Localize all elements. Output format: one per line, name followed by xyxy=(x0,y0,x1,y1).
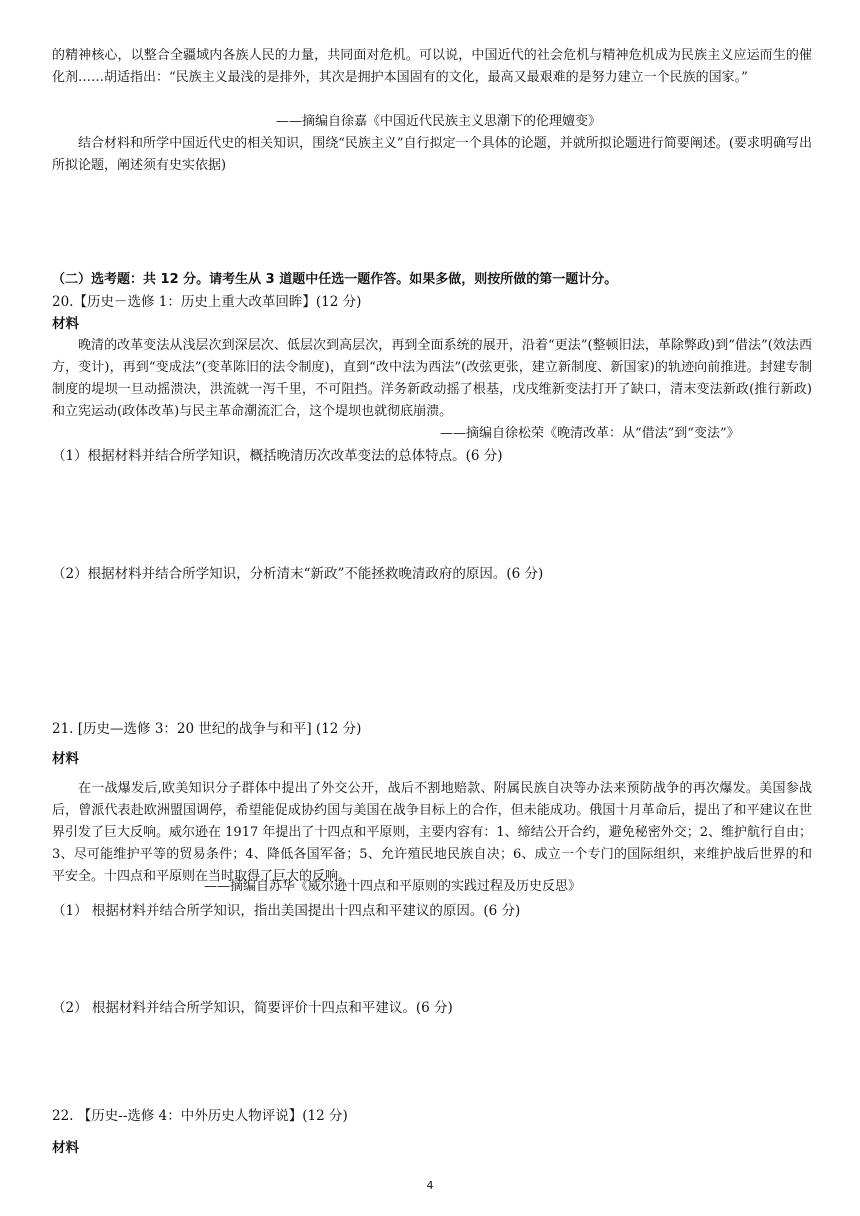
q20-material-label: 材料 xyxy=(52,316,79,332)
q21-title: 21. [历史—选修 3：20 世纪的战争与和平] (12 分) xyxy=(52,721,362,737)
q20-question-2: （2）根据材料并结合所学知识，分析清末“新政”不能拯救晚清政府的原因。(6 分) xyxy=(52,566,544,582)
q21-source: ——摘编自苏华《威尔逊十四点和平原则的实践过程及历史反思》 xyxy=(204,879,582,894)
q20-source: ——摘编自徐松荣《晚清改革：从“借法”到“变法”》 xyxy=(440,426,740,441)
q21-question-2: （2） 根据材料并结合所学知识，简要评价十四点和平建议。(6 分) xyxy=(52,1000,453,1016)
page-number: 4 xyxy=(426,1179,434,1192)
q19-material-continuation: 的精神核心，以整合全疆域内各族人民的力量，共同面对危机。可以说，中国近代的社会危机与精神危机成为民族主义应运而生的催化剂……胡适指出：“民族主义最浅的是排外，其次是拥护本国固有的文化，最高又最艰难的是努力建立一个民族的国家。” xyxy=(52,48,812,85)
q22-material-label: 材料 xyxy=(52,1140,79,1156)
section2-heading: （二）选考题：共 12 分。请考生从 3 道题中任选一题作答。如果多做，则按所做的第一题计分。 xyxy=(52,272,618,287)
q20-question-1: （1）根据材料并结合所学知识，概括晚清历次改革变法的总体特点。(6 分) xyxy=(52,448,503,464)
q20-title: 20.【历史－选修 1：历史上重大改革回眸】(12 分) xyxy=(52,294,362,310)
q20-material: 晚清的改革变法从浅层次到深层次、低层次到高层次，再到全面系统的展开，沿着“更法”(整顿旧法，革除弊政)到“借法”(效法西方，变计)，再到“变成法”(变革陈旧的法令制度)，直到“改中法为西法”(改弦更张，建立新制度、新国家)的轨迹向前推进。封建专制制度的堤坝一旦动摇溃决，洪流就一泻千里，不可阻挡。洋务新政动摇了根基，戊戌维新变法打开了缺口，清末变法新政(推行新政)和立宪运动(政体改革)与民主革命潮流汇合，这个堤坝也就彻底崩溃。 xyxy=(52,338,812,419)
q19-prompt: 结合材料和所学中国近代史的相关知识，围绕“民族主义”自行拟定一个具体的论题，并就所拟论题进行简要阐述。(要求明确写出所拟论题，阐述须有史实依据) xyxy=(52,136,812,173)
q19-source: ——摘编自徐嘉《中国近代民族主义思潮下的伦理嬗变》 xyxy=(276,114,602,129)
q21-question-1: （1） 根据材料并结合所学知识，指出美国提出十四点和平建议的原因。(6 分) xyxy=(52,903,521,919)
q22-title: 22. 【历史--选修 4：中外历史人物评说】(12 分) xyxy=(52,1108,348,1124)
q21-material-label: 材料 xyxy=(52,751,79,767)
q21-material: 在一战爆发后,欧美知识分子群体中提出了外交公开，战后不割地赔款、附属民族自决等办法来预防战争的再次爆发。美国参战后，曾派代表赴欧洲盟国调停，希望能促成协约国与美国在战争目标上的合作，但未能成功。俄国十月革命后，提出了和平建议在世界引发了巨大反响。威尔逊在 1917 年提出了十四点和平原则，主要内容有：1、缔结公开合约，避免秘密外交；2、维护航行自由；3、尽可能维护平等的贸易条件；4、降低各国军备；5、允许殖民地民族自决；6、成立一个专门的国际组织，来维护战后世界的和平安全。十四点和平原则在当时取得了巨大的反响。 xyxy=(52,781,812,884)
